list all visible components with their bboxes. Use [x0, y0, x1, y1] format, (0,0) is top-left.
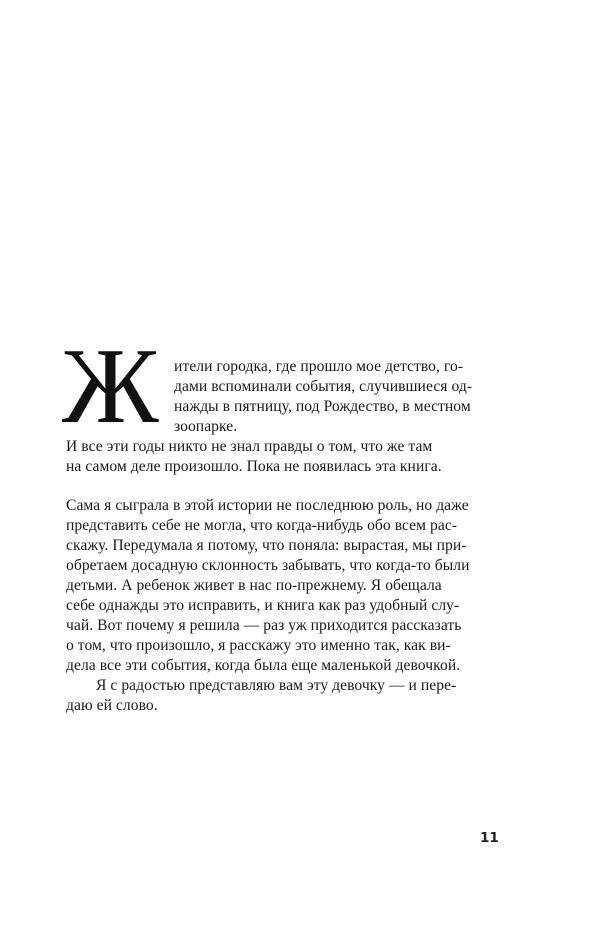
- text-line: обретаем досадную склонность забывать, что когда-то были: [66, 557, 470, 574]
- text-line: представить себе не могла, что когда-нибудь обо всем рас-: [66, 517, 458, 534]
- text-line: на самом деле произошло. Пока не появилась эта книга.: [66, 458, 442, 475]
- text-line: Я с радостью представляю вам эту девочку — и пере-: [96, 677, 457, 694]
- text-line: зоопарке.: [174, 418, 238, 435]
- text-line: чай. Вот почему я решила — раз уж приходится рассказать: [66, 617, 462, 634]
- text-line: дела все эти события, когда была еще маленькой девочкой.: [66, 657, 461, 674]
- text-line: ители городка, где прошло мое детство, го-: [174, 358, 464, 375]
- text-line: скажу. Передумала я потому, что поняла: вырастая, мы при-: [66, 537, 467, 554]
- text-line: Сама я сыграла в этой истории не последнюю роль, но даже: [66, 497, 469, 514]
- drop-cap: Ж: [62, 327, 159, 446]
- text-line: детьми. А ребенок живет в нас по-прежнему. Я обещала: [66, 577, 442, 594]
- text-line: себе однажды это исправить, и книга как раз удобный слу-: [66, 597, 460, 614]
- text-line: даю ей слово.: [66, 697, 158, 714]
- text-line: И все эти годы никто не знал правды о том, что же там: [66, 438, 433, 455]
- text-line: дами вспоминали события, случившиеся од-: [174, 378, 473, 395]
- page-number: 11: [480, 830, 499, 846]
- text-line: о том, что произошло, я расскажу это именно так, как ви-: [66, 637, 451, 654]
- text-line: нажды в пятницу, под Рождество, в местном: [174, 398, 471, 415]
